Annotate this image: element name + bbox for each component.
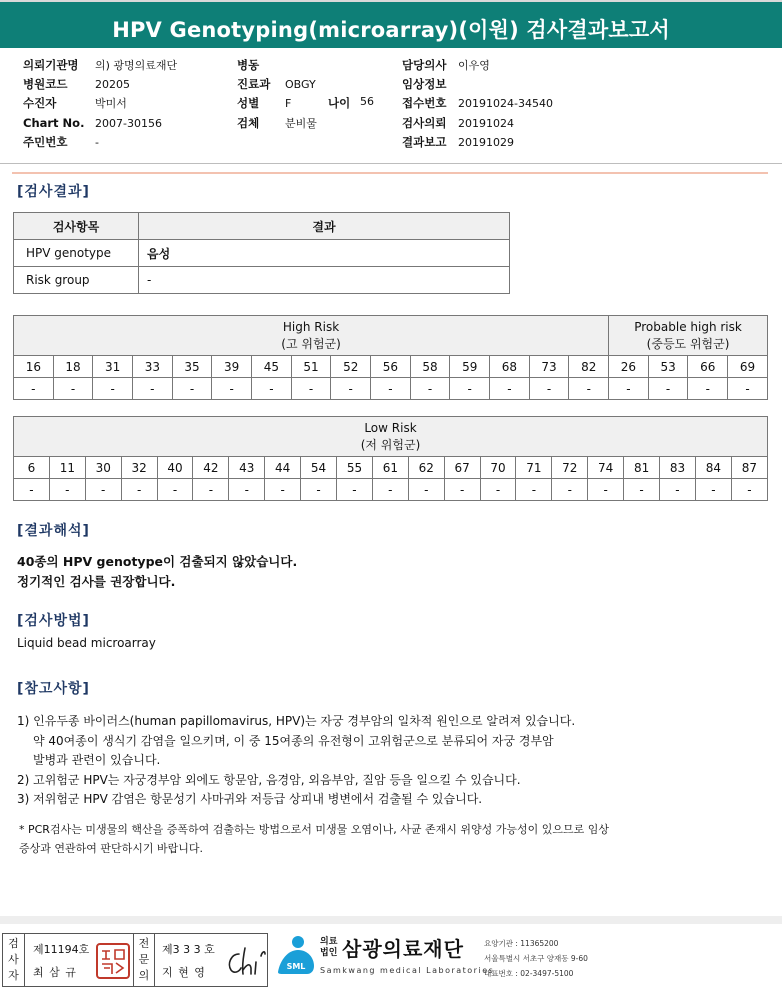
genotype-result: - <box>133 378 173 400</box>
header-accent-divider <box>12 172 768 174</box>
genotype-cell: 81 <box>624 457 660 479</box>
header-divider <box>0 163 782 164</box>
high-risk-types-row <box>14 356 768 378</box>
genotype-result: - <box>372 479 408 501</box>
reference-item: 1) 인유두종 바이러스(human papillomavirus, HPV)는 자궁 경부암의 일차적 원인으로 알려져 있습니다. <box>17 714 576 728</box>
genotype-cell: 11 <box>49 457 85 479</box>
genotype-result: - <box>193 479 229 501</box>
genotype-cell: 61 <box>372 457 408 479</box>
genotype-cell: 59 <box>450 356 490 378</box>
info-value: 박미서 <box>95 97 127 111</box>
genotype-cell: 40 <box>157 457 193 479</box>
genotype-cell: 69 <box>728 356 768 378</box>
reference-list <box>17 712 762 810</box>
info-value: 20191024 <box>458 116 514 130</box>
genotype-cell: 45 <box>252 356 292 378</box>
genotype-result: - <box>121 479 157 501</box>
info-label: 병동 <box>237 58 260 72</box>
genotype-result: - <box>14 479 50 501</box>
result-table-header: 검사항목 <box>14 213 139 240</box>
genotype-cell: 42 <box>193 457 229 479</box>
genotype-result: - <box>265 479 301 501</box>
note-line: * PCR검사는 미생물의 핵산을 증폭하여 검출하는 방법으로서 미생물 오염이나, 사균 존재시 위양성 가능성이 있으므로 임상 <box>19 823 609 836</box>
genotype-result: - <box>731 479 767 501</box>
table-row <box>14 267 510 294</box>
genotype-result: - <box>480 479 516 501</box>
info-value: 20191024-34540 <box>458 97 553 111</box>
low-risk-label: Low Risk <box>364 420 417 435</box>
genotype-result: - <box>490 378 530 400</box>
info-label: 의뢰기관명 <box>23 58 79 72</box>
genotype-cell: 70 <box>480 457 516 479</box>
section-title-method: [검사방법] <box>17 613 90 629</box>
genotype-cell: 56 <box>371 356 411 378</box>
info-value: - <box>95 135 99 149</box>
genotype-result: - <box>516 479 552 501</box>
signature-box <box>2 933 268 987</box>
org-address: 서울특별시 서초구 양재동 9-60 <box>484 954 588 963</box>
genotype-result: - <box>337 479 373 501</box>
info-label: Chart No. <box>23 115 85 130</box>
genotype-result: - <box>624 479 660 501</box>
tester-seal-icon <box>95 942 131 980</box>
org-contact <box>484 936 588 981</box>
tester-name: 최 삼 규 <box>33 966 77 979</box>
genotype-result: - <box>229 479 265 501</box>
genotype-result: - <box>450 378 490 400</box>
genotype-cell: 30 <box>85 457 121 479</box>
specialist-license-no: 제3 3 3 호 <box>162 943 215 956</box>
genotype-cell: 82 <box>569 356 609 378</box>
org-type-line: 법인 <box>320 948 338 958</box>
genotype-result: - <box>410 378 450 400</box>
interpretation-line: 40종의 HPV genotype이 검출되지 않았습니다. <box>17 554 298 569</box>
genotype-cell: 44 <box>265 457 301 479</box>
genotype-result: - <box>588 479 624 501</box>
genotype-result: - <box>53 378 93 400</box>
info-label: 결과보고 <box>402 134 447 149</box>
genotype-cell: 84 <box>695 457 731 479</box>
info-label: 주민번호 <box>23 134 68 149</box>
result-item: HPV genotype <box>14 240 139 267</box>
specialist-label: 전 문 의 <box>133 934 155 986</box>
patient-info-col3 <box>402 56 553 152</box>
genotype-cell: 62 <box>408 457 444 479</box>
genotype-result: - <box>252 378 292 400</box>
info-label: 병원코드 <box>23 77 68 92</box>
patient-info-col2 <box>237 56 317 133</box>
genotype-cell: 32 <box>121 457 157 479</box>
genotype-result: - <box>172 378 212 400</box>
org-type <box>320 937 337 959</box>
svg-text:SML: SML <box>286 962 306 971</box>
genotype-result: - <box>688 378 728 400</box>
genotype-cell: 51 <box>291 356 331 378</box>
info-value: 20191029 <box>458 135 514 149</box>
low-risk-results-row <box>14 479 768 501</box>
genotype-result: - <box>529 378 569 400</box>
genotype-cell: 54 <box>301 457 337 479</box>
result-value: - <box>139 267 510 294</box>
genotype-result: - <box>49 479 85 501</box>
probable-risk-group-header <box>609 316 768 356</box>
info-value: 이우영 <box>458 59 490 72</box>
footer-divider <box>0 916 782 924</box>
section-title-reference: [참고사항] <box>17 681 90 697</box>
genotype-result: - <box>569 378 609 400</box>
high-risk-sublabel: (고 위험군) <box>281 336 341 351</box>
high-risk-group-header <box>14 316 609 356</box>
info-value: 분비물 <box>285 116 317 130</box>
genotype-cell: 43 <box>229 457 265 479</box>
genotype-cell: 31 <box>93 356 133 378</box>
genotype-cell: 72 <box>552 457 588 479</box>
genotype-result: - <box>301 479 337 501</box>
genotype-result: - <box>552 479 588 501</box>
genotype-result: - <box>212 378 252 400</box>
note-line: 증상과 연관하여 판단하시기 바랍니다. <box>19 842 204 855</box>
section-title-interpretation: [결과해석] <box>17 523 90 539</box>
genotype-cell: 87 <box>731 457 767 479</box>
result-value: 음성 <box>139 240 510 267</box>
low-risk-group-header <box>14 417 768 457</box>
genotype-result: - <box>444 479 480 501</box>
org-english-name: Samkwang medical Laboratories <box>320 966 495 975</box>
org-type-line: 의료 <box>320 937 338 947</box>
high-risk-table <box>13 315 768 400</box>
probable-risk-label: Probable high risk <box>634 319 742 334</box>
org-phone: 대표번호 : 02-3497-5100 <box>484 969 574 978</box>
org-code: 요양기관 : 11365200 <box>484 939 559 948</box>
probable-risk-sublabel: (중등도 위험군) <box>646 336 730 351</box>
genotype-cell: 16 <box>14 356 54 378</box>
genotype-cell: 53 <box>648 356 688 378</box>
info-label: 접수번호 <box>402 96 447 111</box>
genotype-result: - <box>371 378 411 400</box>
genotype-cell: 67 <box>444 457 480 479</box>
genotype-result: - <box>728 378 768 400</box>
genotype-cell: 18 <box>53 356 93 378</box>
reference-item-cont: 발병과 관련이 있습니다. <box>33 753 161 767</box>
genotype-result: - <box>408 479 444 501</box>
genotype-result: - <box>609 378 649 400</box>
genotype-cell: 35 <box>172 356 212 378</box>
info-label: 진료과 <box>237 77 271 92</box>
result-table <box>13 212 510 294</box>
genotype-cell: 52 <box>331 356 371 378</box>
genotype-cell: 71 <box>516 457 552 479</box>
genotype-result: - <box>93 378 133 400</box>
age-value: 56 <box>360 95 374 108</box>
patient-info-col1 <box>23 56 177 152</box>
table-row <box>14 240 510 267</box>
genotype-cell: 58 <box>410 356 450 378</box>
reference-item: 2) 고위험군 HPV는 자궁경부암 외에도 항문암, 음경암, 외음부암, 질암 등을 일으킬 수 있습니다. <box>17 772 521 787</box>
interpretation-text <box>17 552 297 591</box>
genotype-result: - <box>648 378 688 400</box>
genotype-cell: 26 <box>609 356 649 378</box>
info-label: 담당의사 <box>402 58 447 72</box>
info-label: 검사의뢰 <box>402 115 447 130</box>
genotype-cell: 68 <box>490 356 530 378</box>
reference-item: 3) 저위험군 HPV 감염은 항문성기 사마귀와 저등급 상피내 병변에서 검출될 수 있습니다. <box>17 792 483 806</box>
genotype-result: - <box>695 479 731 501</box>
high-risk-results-row <box>14 378 768 400</box>
info-label: 검체 <box>237 115 260 130</box>
genotype-cell: 74 <box>588 457 624 479</box>
info-label: 수진자 <box>23 96 57 111</box>
high-risk-label: High Risk <box>282 319 340 334</box>
genotype-result: - <box>331 378 371 400</box>
low-risk-sublabel: (저 위험군) <box>360 437 421 452</box>
low-risk-table <box>13 416 768 501</box>
sml-logo-icon <box>274 934 318 978</box>
specialist-name: 지 현 영 <box>162 966 206 979</box>
info-value: 의) 광명의료재단 <box>95 59 178 72</box>
pcr-note <box>19 820 754 858</box>
section-title-result: [검사결과] <box>17 184 90 200</box>
info-value: OBGY <box>285 78 316 92</box>
report-title: HPV Genotyping(microarray)(이원) 검사결과보고서 <box>112 18 670 42</box>
result-item: Risk group <box>14 267 139 294</box>
age-label: 나이 <box>328 96 351 110</box>
genotype-result: - <box>157 479 193 501</box>
low-risk-types-row <box>14 457 768 479</box>
genotype-result: - <box>660 479 696 501</box>
report-header <box>0 0 782 48</box>
genotype-cell: 39 <box>212 356 252 378</box>
genotype-cell: 6 <box>14 457 50 479</box>
genotype-result: - <box>85 479 121 501</box>
info-value: F <box>285 97 292 111</box>
org-name: 삼광의료재단 <box>342 937 464 961</box>
result-table-header: 결과 <box>139 213 510 240</box>
interpretation-line: 정기적인 검사를 권장합니다. <box>17 573 176 589</box>
signature-icon <box>223 944 267 980</box>
genotype-result: - <box>14 378 54 400</box>
genotype-cell: 55 <box>337 457 373 479</box>
info-value: 2007-30156 <box>95 116 162 130</box>
tester-label: 검 사 자 <box>3 934 25 986</box>
genotype-cell: 33 <box>133 356 173 378</box>
genotype-cell: 73 <box>529 356 569 378</box>
info-label: 성별 <box>237 96 260 111</box>
genotype-result: - <box>291 378 331 400</box>
info-label: 임상정보 <box>402 77 447 92</box>
genotype-cell: 66 <box>688 356 728 378</box>
tester-license-no: 제11194호 <box>33 943 90 956</box>
reference-item-cont: 약 40여종이 생식기 감염을 일으키며, 이 중 15여종의 유전형이 고위험군으로 분류되어 자궁 경부암 <box>33 733 554 748</box>
genotype-cell: 83 <box>660 457 696 479</box>
method-text: Liquid bead microarray <box>17 636 156 650</box>
info-value: 20205 <box>95 78 130 92</box>
